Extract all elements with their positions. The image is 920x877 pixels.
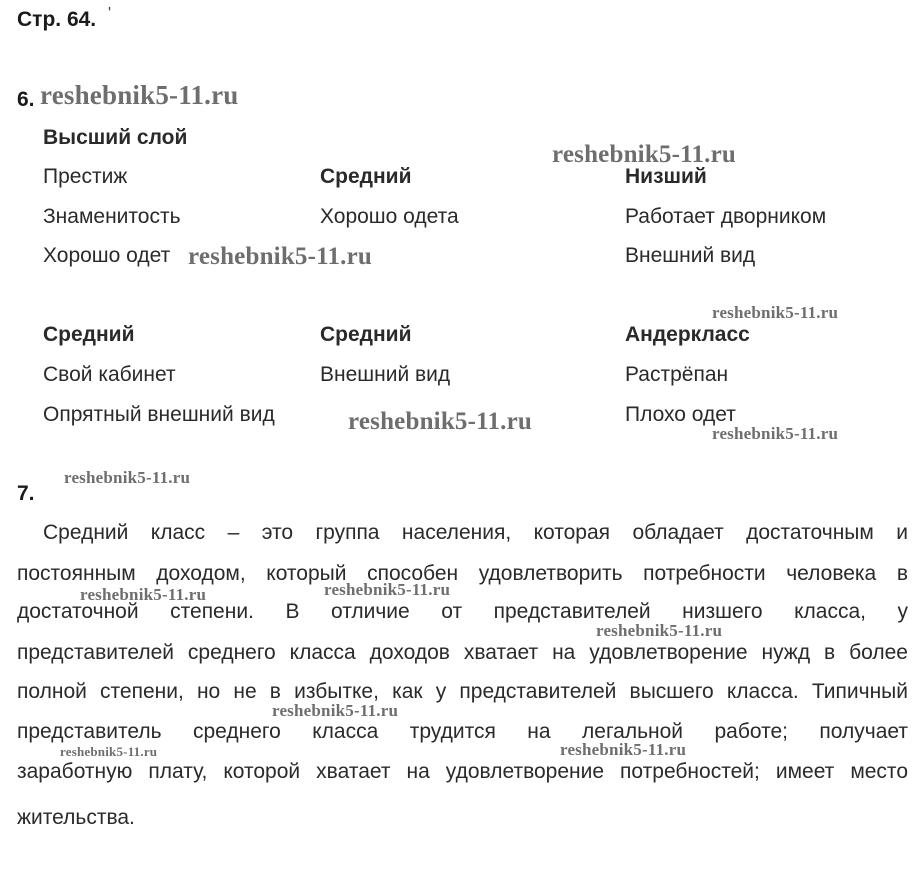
paragraph-line: достаточной степени. В отличие от представителей низшего класса, у (17, 600, 908, 623)
watermark: reshebnik5-11.ru (712, 424, 839, 443)
paragraph-line: представитель среднего класса трудится на легальной работе; получает (17, 720, 908, 743)
group1-col1-title: Высший слой (43, 126, 188, 149)
group1-col1-item: Знаменитость (43, 205, 181, 228)
group2-col2-title: Средний (320, 323, 412, 346)
group2-col3-item: Плохо одет (625, 403, 736, 426)
watermark: reshebnik5-11.ru (272, 701, 399, 720)
watermark: reshebnik5-11.ru (188, 243, 373, 270)
group2-col1-item: Свой кабинет (43, 363, 176, 386)
group1-col3-title: Низший (625, 165, 707, 188)
watermark: reshebnik5-11.ru (64, 468, 191, 487)
group2-col3-item: Растрёпан (625, 363, 729, 386)
paragraph-line: заработную плату, которой хватает на удовлетворение потребностей; имеет место (17, 760, 908, 783)
paragraph-line: постоянным доходом, который способен удовлетворить потребности человека в (17, 562, 908, 585)
paragraph-line: жительства. (17, 806, 135, 829)
watermark: reshebnik5-11.ru (552, 141, 737, 168)
watermark: reshebnik5-11.ru (324, 580, 451, 599)
group1-col1-item: Престиж (43, 165, 128, 188)
watermark: reshebnik5-11.ru (60, 744, 158, 759)
paragraph-line: представителей среднего класса доходов хватает на удовлетворение нужд в более (17, 641, 908, 664)
watermark: reshebnik5-11.ru (348, 408, 533, 435)
watermark: reshebnik5-11.ru (40, 80, 239, 110)
group1-col1-item: Хорошо одет (43, 244, 171, 267)
watermark: reshebnik5-11.ru (596, 621, 723, 640)
group1-col3-item: Работает дворником (625, 205, 827, 228)
page-reference: Стр. 64. (17, 8, 97, 31)
watermark: reshebnik5-11.ru (712, 303, 839, 322)
task-6-number: 6. (17, 88, 35, 111)
group2-col1-item: Опрятный внешний вид (43, 403, 275, 426)
tick-mark: ' (108, 5, 112, 22)
group1-col2-title: Средний (320, 165, 412, 188)
watermark: reshebnik5-11.ru (560, 740, 687, 759)
group1-col2-item: Хорошо одета (320, 205, 459, 228)
group2-col3-title: Андеркласс (625, 323, 750, 346)
paragraph-line: полной степени, но не в избытке, как у представителей высшего класса. Типичный (17, 680, 908, 703)
group1-col3-item: Внешний вид (625, 244, 756, 267)
watermark: reshebnik5-11.ru (80, 585, 207, 604)
task-7-number: 7. (17, 482, 35, 505)
group2-col1-title: Средний (43, 323, 135, 346)
paragraph-line: Средний класс – это группа населения, которая обладает достаточным и (43, 521, 908, 544)
group2-col2-item: Внешний вид (320, 363, 451, 386)
